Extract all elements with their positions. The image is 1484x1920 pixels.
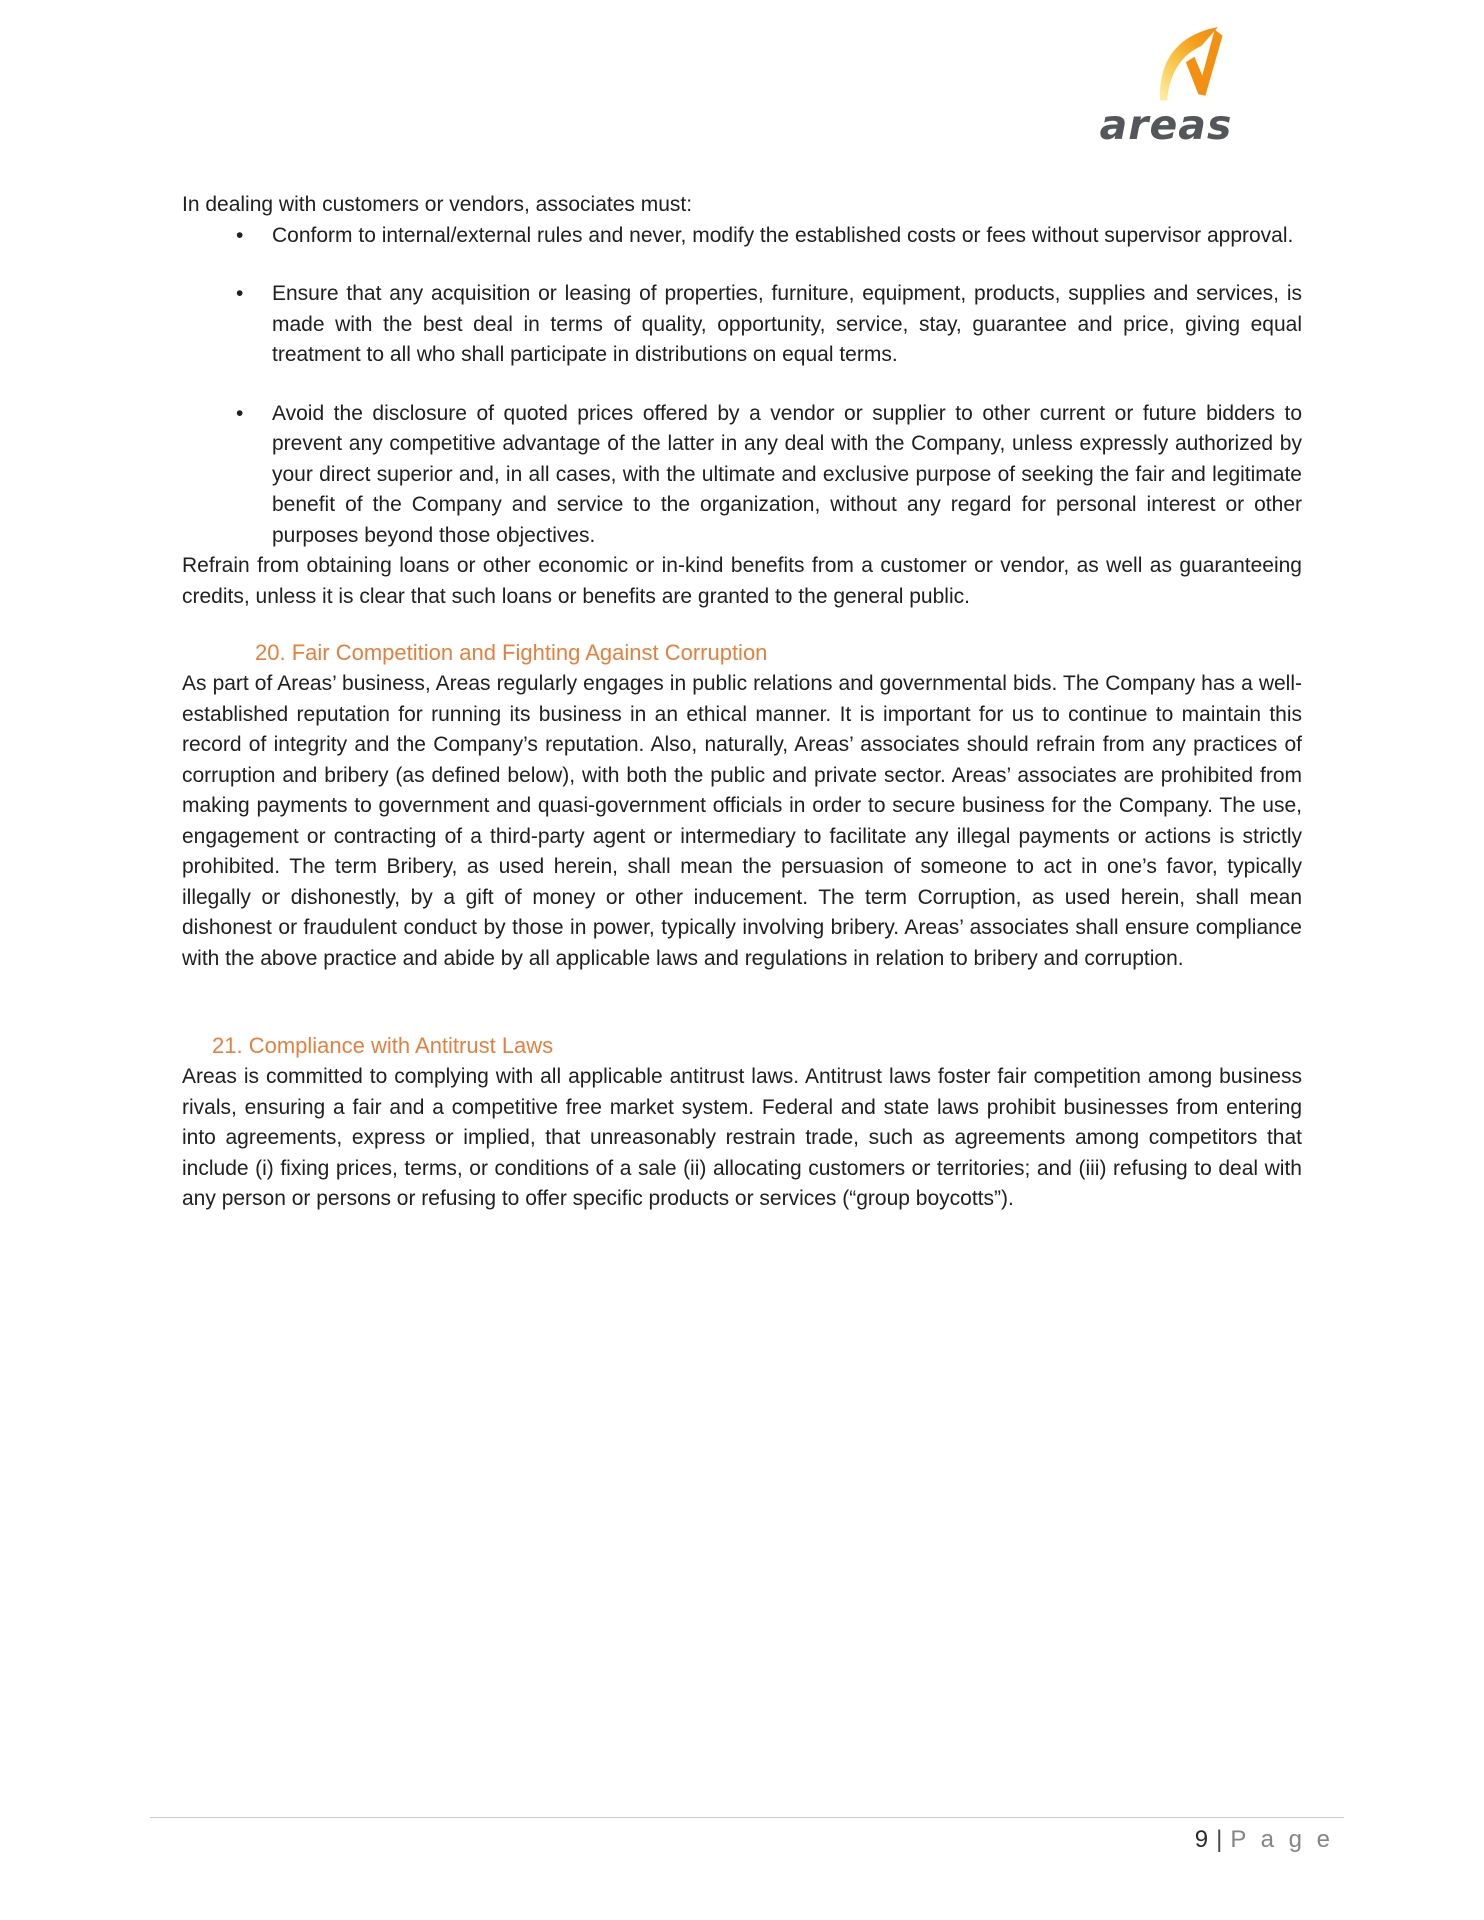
bullet-text: Ensure that any acquisition or leasing of properties, furniture, equipment, products, supplies and services, is made with the best deal in terms of quality, opportunity, service, stay, guarantee and price, giving equal treatment to all who shall participate in distributions on equal terms. [272, 282, 1302, 366]
bullet-item [182, 279, 1302, 371]
section-number: 20. [255, 640, 286, 665]
section-title: Fair Competition and Fighting Against Corruption [291, 640, 768, 665]
section-heading-21 [212, 1030, 1302, 1062]
footer-divider [150, 1817, 1344, 1818]
areas-swoosh-icon [1147, 24, 1231, 102]
footer-separator: | [1216, 1826, 1223, 1853]
section-body-21: Areas is committed to complying with all applicable antitrust laws. Antitrust laws foster fair competition among business rivals, ensuring a fair and a competitive free market system. Federal and state laws prohibit businesses from entering into agreements, express or implied, that unreasonably restrain trade, such as agreements among competitors that include (i) fixing prices, terms, or conditions of a sale (ii) allocating customers or territories; and (iii) refusing to deal with any person or persons or refusing to offer specific products or services (“group boycotts”). [182, 1065, 1302, 1210]
bullet-item [182, 221, 1302, 252]
footer [1195, 1824, 1334, 1856]
page-label: P a g e [1230, 1826, 1334, 1853]
bullet-dot-icon: • [236, 401, 244, 425]
section-heading-20 [255, 637, 1302, 669]
bullet-list [182, 221, 1302, 552]
document-body [182, 190, 1302, 1215]
bullet-dot-icon: • [236, 223, 244, 247]
intro-paragraph: In dealing with customers or vendors, associates must: [182, 193, 693, 216]
bullet-text: Conform to internal/external rules and never, modify the established costs or fees without supervisor approval. [272, 223, 1294, 247]
page-number: 9 [1194, 1826, 1209, 1853]
section-body-20: As part of Areas’ business, Areas regularly engages in public relations and governmental bids. The Company has a well-established reputation for running its business in an ethical manner. It is important for us to continue to maintain this record of integrity and the Company’s reputation. Also, naturally, Areas’ associates should refrain from any practices of corruption and bribery (as defined below), with both the public and private sector. Areas’ associates are prohibited from making payments to government and quasi-government officials in order to secure business for the Company. The use, engagement or contracting of a third-party agent or intermediary to facilitate any illegal payments or actions is strictly prohibited. The term Bribery, as used herein, shall mean the persuasion of someone to act in one’s favor, typically illegally or dishonestly, by a gift of money or other inducement. The term Corruption, as used herein, shall mean dishonest or fraudulent conduct by those in power, typically involving bribery. Areas’ associates shall ensure compliance with the above practice and abide by all applicable laws and regulations in relation to bribery and corruption. [182, 672, 1302, 970]
refrain-paragraph: Refrain from obtaining loans or other economic or in-kind benefits from a customer or vendor, as well as guaranteeing credits, unless it is clear that such loans or benefits are granted to the general public. [182, 554, 1302, 608]
section-number: 21. [212, 1033, 243, 1058]
bullet-item [182, 399, 1302, 552]
section-title: Compliance with Antitrust Laws [248, 1033, 554, 1058]
company-logo [1098, 24, 1234, 147]
bullet-text: Avoid the disclosure of quoted prices offered by a vendor or supplier to other current or future bidders to prevent any competitive advantage of the latter in any deal with the Company, unless expressly authorized by your direct superior and, in all cases, with the ultimate and exclusive purpose of seeking the fair and legitimate benefit of the Company and service to the organization, without any regard for personal interest or other purposes beyond those objectives. [272, 401, 1302, 547]
logo-wordmark: areas [1099, 101, 1233, 149]
bullet-dot-icon: • [236, 282, 244, 305]
